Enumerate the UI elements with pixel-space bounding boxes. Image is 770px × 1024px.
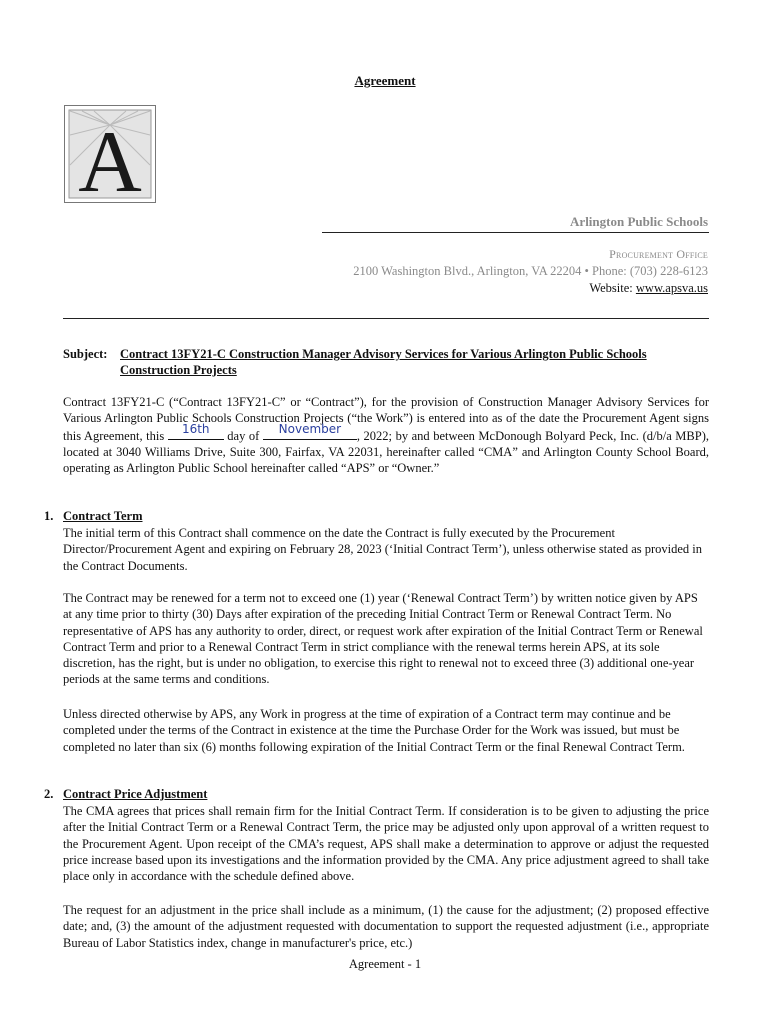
organization-name: Arlington Public Schools [570,214,708,229]
intro-paragraph: Contract 13FY21-C (“Contract 13FY21-C” or “Contract”), for the provision of Construction Manager Advisory Services for Various Arlington Public Schools Construction Projects (“the Work”) is entered into as of the date the Procurement Agent signs this Agreement, this 16th day of November , 2022; by and between McDonough Bolyard Peck, Inc. (d/b/a MBP), located at 3040 Williams Drive, Suite 300, Fairfax, VA 22031, hereinafter called “CMA” and Arlington County School Board, operating as Arlington Public School hereinafter called “APS” or “Owner.” [63,395,710,476]
subject-block [63,346,709,378]
section-heading: Contract Term [63,509,143,523]
section-number: 2. [44,787,54,801]
month-field[interactable] [263,421,357,440]
aps-logo [64,105,156,203]
month-value: November [278,421,342,436]
section-paragraph: The CMA agrees that prices shall remain firm for the Initial Contract Term. If consideration is to be given to adjusting the price after the Initial Contract Term or a Renewal Contract Term, the price may be adjusted only upon approval of a written request to the Procurement Agent. Upon receipt of the CMA’s request, APS shall make a determination to approve or adjust the requested price increase based upon its investigations and the information provided by the CMA. Any price adjustment agreed to shall take place only in accordance with the schedule defined above. [63,804,709,884]
page-divider [63,318,709,319]
section-paragraph: The Contract may be renewed for a term not to exceed one (1) year (‘Renewal Contract Term’) by written notice given by APS at any time prior to thirty (30) Days after expiration of the preceding Initial Contract Term or Renewal Contract Term. No representative of APS has any authority to order, direct, or request work after expiration of the Initial Contract Term or Renewal Contract Term and prior to a Renewal Contract Term in strict compliance with the renewal terms herein APS, at its sole discretion, has the right, but is under no obligation, to exercise this right to renewal not to exceed three (3) additional one-year periods at the same terms and conditions. [63,591,703,687]
header-divider [322,232,709,233]
section-paragraph: The initial term of this Contract shall commence on the date the Contract is fully executed by the Procurement Director/Procurement Agent and expiring on February 28, 2023 (‘Initial Contract Term’), unless otherwise stated as provided in the Contract Documents. [63,526,703,573]
office-name: Procurement Office [609,247,708,261]
section-number: 1. [44,509,54,523]
subject-text: Contract 13FY21-C Construction Manager Advisory Services for Various Arlington Public Schools Construction Projects [120,347,647,377]
day-value: 16th [181,421,210,436]
page-footer: Agreement - 1 [348,957,422,971]
document-title: Agreement [354,73,416,88]
section-heading: Contract Price Adjustment [63,787,208,801]
website-label: Website: [589,281,636,295]
section-paragraph: Unless directed otherwise by APS, any Work in progress at the time of expiration of a Contract term may continue and be completed under the terms of the Contract in existence at the time the Purchase Order for the Work was issued, but must be completed no later than six (6) months following expiration of the Initial Contract Term or the final Renewal Contract Term. [63,707,685,754]
website-link[interactable]: www.apsva.us [635,281,708,295]
website-line [589,281,708,296]
office-address: 2100 Washington Blvd., Arlington, VA 22204 • Phone: (703) 228-6123 [353,264,708,278]
logo-letter: A [78,114,142,203]
subject-label: Subject: [63,347,108,361]
section-paragraph: The request for an adjustment in the price shall include as a minimum, (1) the cause for the adjustment; (2) proposed effective date; and, (3) the amount of the adjustment requested with documentation to support the requested adjustment (i.e., appropriate Bureau of Labor Statistics index, change in manufacturer's price, etc.) [63,903,709,950]
day-field[interactable] [168,421,224,440]
